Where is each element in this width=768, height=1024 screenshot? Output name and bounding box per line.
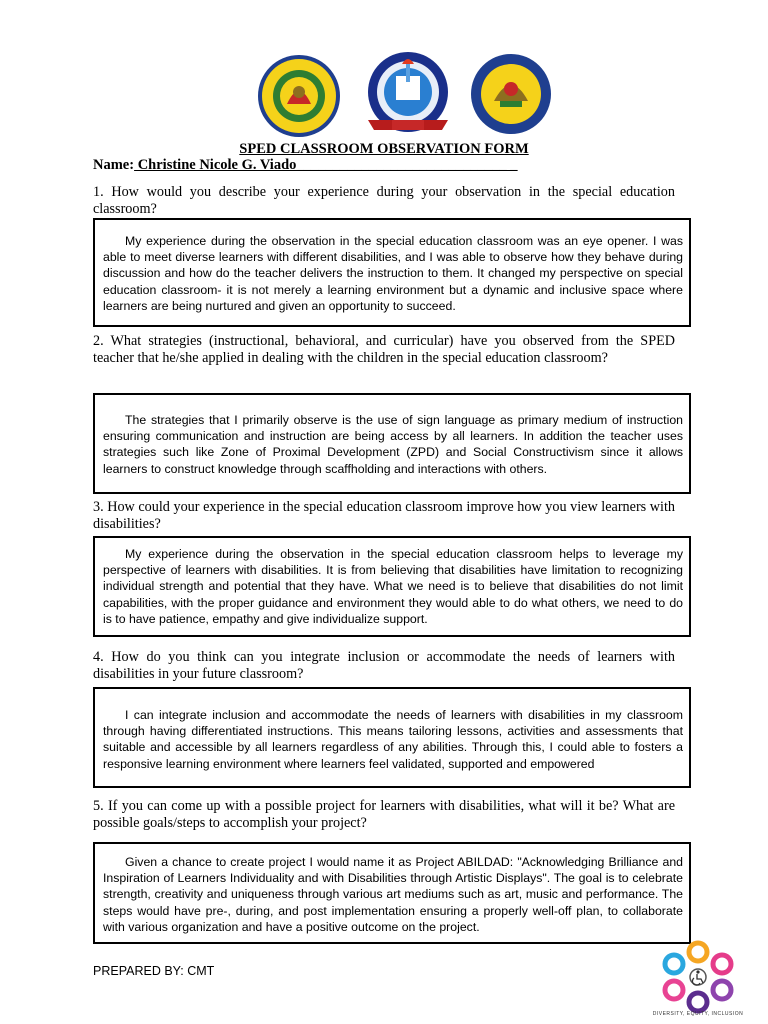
- question-1: 1. How would you describe your experience during your observation in the special education classroom?: [93, 184, 675, 217]
- diversity-equity-inclusion-logo-icon: [648, 934, 748, 1022]
- form-title: SPED CLASSROOM OBSERVATION FORM: [239, 141, 529, 157]
- question-2: 2. What strategies (instructional, behavioral, and curricular) have you observed from the SPED teacher that he/she applied in dealing with the children in the special education classroom?: [93, 333, 675, 366]
- question-5: 5. If you can come up with a possible project for learners with disabilities, what will it be? What are possible goals/steps to accomplish your project?: [93, 798, 675, 831]
- prepared-by: PREPARED BY: CMT: [93, 964, 215, 978]
- answer-box-4: [93, 687, 691, 788]
- question-3: 3. How could your experience in the special education classroom improve how you view learners with disabilities?: [93, 499, 675, 532]
- answer-3: My experience during the observation in the special education classroom helps to leverage my perspective of learners with disabilities. It is from believing that disabilities have limitation to recognizing individual strength and potential that they have. What we need is to believe that disabilities do not limit capabilities, with the proper guidance and environment they would able to do what others, we need to do is to have patience, empathy and give individualize support.: [103, 547, 683, 626]
- question-4: 4. How do you think can you integrate inclusion or accommodate the needs of learners with disabilities in your future classroom?: [93, 649, 675, 682]
- answer-box-1: [93, 218, 691, 327]
- header-logos: [0, 50, 768, 138]
- answer-4: I can integrate inclusion and accommodate the needs of learners with disabilities in my classroom through having differentiated instructions. This means tailoring lessons, activities and assessments that suitable and accessible by all learners regardless of any abilities. Through this, I could able to fosters a responsive learning environment where learners feel validated, supported and empowered: [103, 708, 683, 771]
- msu-seal-icon: [257, 54, 341, 138]
- answer-5: Given a chance to create project I would name it as Project ABILDAD: "Acknowledging Brilliance and Inspiration of Learners Individuality and with Disabilities through Artistic Displays". The goal is to celebrate strength, creativity and uniqueness through various art mediums such as art, music and performance. The steps would have pre-, during, and post implementation ensuring a properly well-off plan, to collaborate with various organization and have a positive outcome on the project.: [103, 855, 683, 934]
- name-label: Name:: [93, 157, 135, 173]
- coe-seal-icon: [470, 53, 552, 135]
- name-value: Christine Nicole G. Viado_____________________________ _: [134, 157, 518, 173]
- answer-1: My experience during the observation in the special education classroom was an eye opener. I was able to meet diverse learners with different disabilities, and I was able to observe how they behave during discussion and how do the teacher delivers the instruction to them. It changed my perspective on special education classroom- it is not merely a learning environment but a dynamic and inclusive space where learners are being nurtured and given an opportunity to succeed.: [103, 234, 683, 313]
- answer-box-2: [93, 393, 691, 494]
- beed-seal-icon: [354, 50, 462, 136]
- answer-box-5: [93, 842, 691, 944]
- answer-2: The strategies that I primarily observe is the use of sign language as primary medium of instruction ensuring communication and instruction are being access by all learners. In addition the teacher uses strategies such like Zone of Proximal Development (ZPD) and Social Constructivism since it allows learners to construct knowledge through scaffholding and interactions with others.: [103, 413, 683, 476]
- name-line: [93, 157, 518, 174]
- answer-box-3: [93, 536, 691, 637]
- dei-logo-caption: DIVERSITY, EQUITY, INCLUSION: [652, 1011, 744, 1017]
